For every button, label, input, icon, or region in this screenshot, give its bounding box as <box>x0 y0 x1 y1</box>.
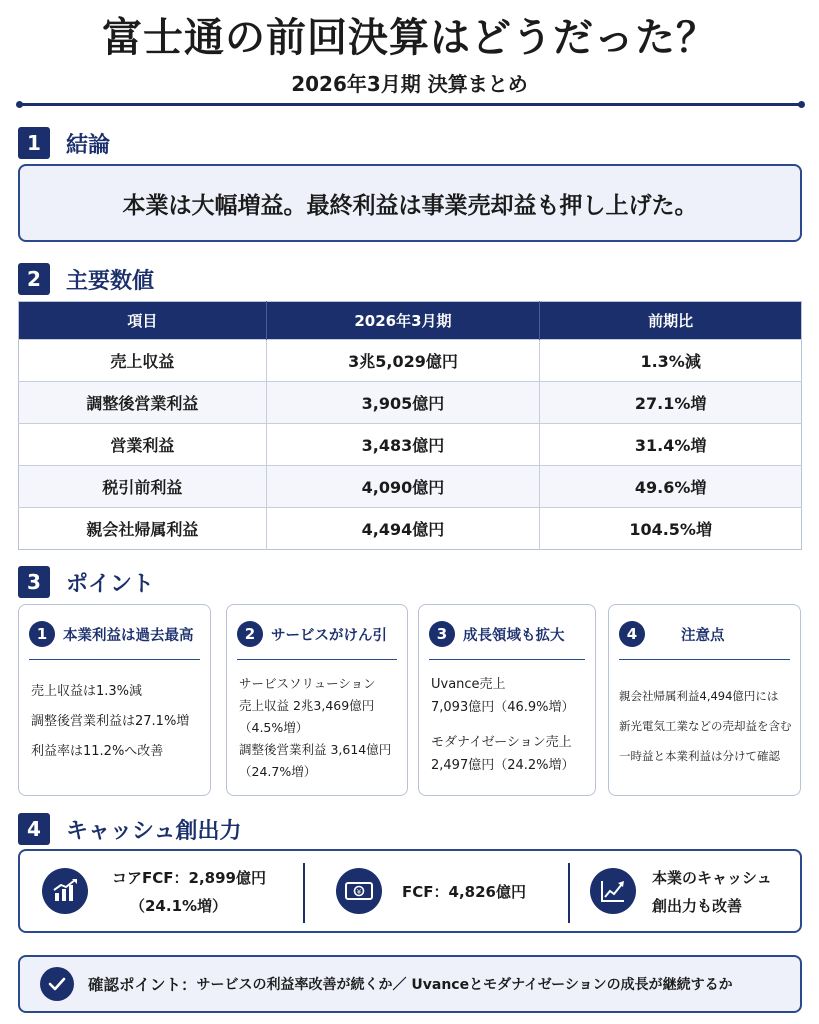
table-cell: 4,090億円 <box>266 466 540 508</box>
card-title: 注意点 <box>681 627 725 644</box>
conclusion-box: 本業は大幅増益。最終利益は事業売却益も押し上げた。 <box>18 164 802 242</box>
card-title: サービスがけん引 <box>271 627 387 644</box>
core-fcf-value: コアFCF：2,899億円 <box>112 869 266 887</box>
point-card-4 <box>608 604 801 796</box>
column-header-yoy: 前期比 <box>540 302 802 340</box>
line-chart-icon <box>590 868 636 914</box>
card-line: （4.5%増） <box>239 720 309 735</box>
header-divider <box>18 103 803 106</box>
table-cell: 営業利益 <box>19 424 267 466</box>
table-row <box>19 340 802 382</box>
table-cell: 3,483億円 <box>266 424 540 466</box>
table-cell: 31.4%増 <box>540 424 802 466</box>
card-number: 2 <box>237 621 263 647</box>
card-body <box>619 681 792 771</box>
cash-note-line2: 創出力も改善 <box>652 897 743 915</box>
page-subtitle: 2026年3月期 決算まとめ <box>291 72 528 96</box>
section-number: 2 <box>18 263 50 295</box>
key-figures-table <box>18 301 802 550</box>
table-cell: 税引前利益 <box>19 466 267 508</box>
fcf-value: FCF：4,826億円 <box>402 883 526 901</box>
banknote-icon <box>336 868 382 914</box>
section-number: 1 <box>18 127 50 159</box>
card-number: 3 <box>429 621 455 647</box>
point-card-2 <box>226 604 408 796</box>
divider <box>303 863 305 923</box>
card-header <box>29 621 200 660</box>
column-header-period: 2026年3月期 <box>266 302 540 340</box>
card-line: 一時益と本業利益は分けて確認 <box>619 749 780 763</box>
svg-text:¥: ¥ <box>356 888 362 896</box>
card-line: 売上収益 2兆3,469億円 <box>239 698 375 713</box>
table-row <box>19 424 802 466</box>
point-card-1 <box>18 604 211 796</box>
check-point-label: 確認ポイント： <box>88 976 197 994</box>
table-cell: 27.1%増 <box>540 382 802 424</box>
card-line: 親会社帰属利益4,494億円には <box>619 689 779 703</box>
checkmark-icon <box>40 967 74 1001</box>
check-point-bar <box>18 955 802 1013</box>
divider <box>568 863 570 923</box>
table-cell: 売上収益 <box>19 340 267 382</box>
card-header <box>619 621 790 660</box>
card-number: 4 <box>619 621 645 647</box>
page-title: 富士通の前回決算はどうだった？ <box>102 15 717 61</box>
card-header <box>429 621 585 660</box>
table-cell: 49.6%増 <box>540 466 802 508</box>
card-line: 2,497億円（24.2%増） <box>431 758 575 773</box>
card-line: 7,093億円（46.9%増） <box>431 700 575 715</box>
table-cell: 3兆5,029億円 <box>266 340 540 382</box>
table-header-row <box>19 302 802 340</box>
section-header-cash <box>18 813 242 845</box>
section-title: ポイント <box>66 571 155 597</box>
table-row <box>19 382 802 424</box>
card-header <box>237 621 397 660</box>
point-card-3 <box>418 604 596 796</box>
column-header-item: 項目 <box>19 302 267 340</box>
section-header-conclusion <box>18 127 110 159</box>
card-line: 調整後営業利益は27.1%増 <box>31 714 190 729</box>
section-title: 結論 <box>66 132 111 158</box>
table-cell: 調整後営業利益 <box>19 382 267 424</box>
cash-note-line1: 本業のキャッシュ <box>652 869 772 887</box>
card-line: 新光電気工業などの売却益を含む <box>619 719 792 733</box>
core-fcf-change: （24.1%増） <box>130 897 228 915</box>
cash-panel <box>18 849 802 933</box>
section-number: 4 <box>18 813 50 845</box>
table-cell: 4,494億円 <box>266 508 540 550</box>
section-title: 主要数値 <box>66 268 155 294</box>
card-title: 本業利益は過去最高 <box>63 627 194 644</box>
card-line: （24.7%増） <box>239 764 317 779</box>
card-line: 利益率は11.2%へ改善 <box>31 744 164 759</box>
card-number: 1 <box>29 621 55 647</box>
table-cell: 3,905億円 <box>266 382 540 424</box>
card-line: サービスソリューション <box>239 676 376 691</box>
section-number: 3 <box>18 566 50 598</box>
card-line: 売上収益は1.3%減 <box>31 684 143 699</box>
table-cell: 1.3%減 <box>540 340 802 382</box>
table-row <box>19 508 802 550</box>
card-body <box>431 673 587 777</box>
check-point-text: サービスの利益率改善が続くか／ Uvanceとモダナイゼーションの成長が継続するか <box>196 977 733 993</box>
card-title: 成長領域も拡大 <box>463 627 565 644</box>
bar-chart-icon <box>42 868 88 914</box>
table-cell: 104.5%増 <box>540 508 802 550</box>
table-row <box>19 466 802 508</box>
table-cell: 親会社帰属利益 <box>19 508 267 550</box>
card-line: モダナイゼーション売上 <box>431 735 572 750</box>
card-line: Uvance売上 <box>431 677 506 692</box>
section-header-points <box>18 566 154 598</box>
card-body <box>31 677 202 767</box>
card-line: 調整後営業利益 3,614億円 <box>239 742 392 757</box>
section-title: キャッシュ創出力 <box>66 818 242 844</box>
card-body <box>239 673 399 783</box>
section-header-key-figures <box>18 263 154 295</box>
